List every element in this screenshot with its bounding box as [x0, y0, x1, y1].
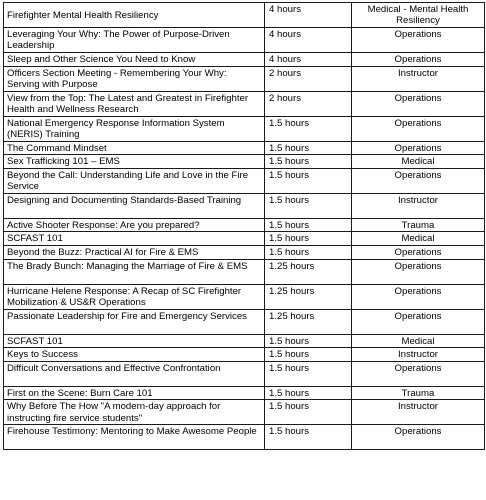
course-title-cell: First on the Scene: Burn Care 101: [4, 386, 265, 400]
course-category-cell: Operations: [352, 168, 485, 193]
course-duration-cell: 1.5 hours: [265, 361, 352, 386]
table-row: [4, 168, 485, 193]
course-title-cell: Sex Trafficking 101 – EMS: [4, 155, 265, 169]
course-title-cell: SCFAST 101: [4, 334, 265, 348]
course-category-cell: Operations: [352, 116, 485, 141]
course-title-cell: View from the Top: The Latest and Greatest in Firefighter Health and Wellness Research: [4, 91, 265, 116]
course-duration-cell: 4 hours: [265, 28, 352, 53]
course-category-cell: Operations: [352, 91, 485, 116]
course-category-cell: Medical: [352, 232, 485, 246]
course-title-cell: Hurricane Helene Response: A Recap of SC Firefighter Mobilization & US&R Operations: [4, 284, 265, 309]
course-title-cell: SCFAST 101: [4, 232, 265, 246]
table-row: [4, 116, 485, 141]
course-title-cell: National Emergency Response Information System (NERIS) Training: [4, 116, 265, 141]
course-title-cell: Firefighter Mental Health Resiliency: [4, 3, 265, 28]
table-row: [4, 361, 485, 386]
course-duration-cell: 1.5 hours: [265, 116, 352, 141]
course-duration-cell: 1.5 hours: [265, 155, 352, 169]
course-category-cell: Operations: [352, 361, 485, 386]
table-row: [4, 66, 485, 91]
course-duration-cell: 1.5 hours: [265, 232, 352, 246]
course-schedule-table: [3, 2, 485, 450]
course-title-cell: The Command Mindset: [4, 141, 265, 155]
course-duration-cell: 1.25 hours: [265, 284, 352, 309]
course-duration-cell: 1.5 hours: [265, 193, 352, 218]
table-row: [4, 386, 485, 400]
course-title-cell: Firehouse Testimony: Mentoring to Make Awesome People: [4, 425, 265, 450]
table-row: [4, 28, 485, 53]
course-duration-cell: 1.5 hours: [265, 386, 352, 400]
table-row: [4, 141, 485, 155]
course-category-cell: Instructor: [352, 348, 485, 362]
table-row: [4, 334, 485, 348]
course-duration-cell: 1.5 hours: [265, 218, 352, 232]
course-duration-cell: 1.25 hours: [265, 309, 352, 334]
course-category-cell: Operations: [352, 284, 485, 309]
course-duration-cell: 1.25 hours: [265, 259, 352, 284]
course-duration-cell: 1.5 hours: [265, 334, 352, 348]
course-title-cell: The Brady Bunch: Managing the Marriage of Fire & EMS: [4, 259, 265, 284]
course-title-cell: Beyond the Buzz: Practical AI for Fire & EMS: [4, 245, 265, 259]
course-category-cell: Medical - Mental Health Resiliency: [352, 3, 485, 28]
course-category-cell: Operations: [352, 28, 485, 53]
course-duration-cell: 1.5 hours: [265, 400, 352, 425]
course-category-cell: Medical: [352, 334, 485, 348]
course-duration-cell: 1.5 hours: [265, 425, 352, 450]
course-category-cell: Trauma: [352, 386, 485, 400]
table-row: [4, 53, 485, 67]
course-category-cell: Instructor: [352, 400, 485, 425]
table-row: [4, 245, 485, 259]
course-duration-cell: 2 hours: [265, 66, 352, 91]
course-category-cell: Operations: [352, 141, 485, 155]
course-duration-cell: 2 hours: [265, 91, 352, 116]
table-row: [4, 91, 485, 116]
course-title-cell: Officers Section Meeting - Remembering Your Why: Serving with Purpose: [4, 66, 265, 91]
course-title-cell: Active Shooter Response: Are you prepared?: [4, 218, 265, 232]
course-title-cell: Passionate Leadership for Fire and Emergency Services: [4, 309, 265, 334]
table-row: [4, 155, 485, 169]
course-category-cell: Trauma: [352, 218, 485, 232]
course-category-cell: Medical: [352, 155, 485, 169]
course-category-cell: Operations: [352, 425, 485, 450]
table-row: [4, 425, 485, 450]
table-row: [4, 232, 485, 246]
course-title-cell: Leveraging Your Why: The Power of Purpose-Driven Leadership: [4, 28, 265, 53]
course-title-cell: Difficult Conversations and Effective Confrontation: [4, 361, 265, 386]
table-row: [4, 3, 485, 28]
course-title-cell: Why Before The How "A modern-day approach for instructing fire service students": [4, 400, 265, 425]
course-title-cell: Beyond the Call: Understanding Life and Love in the Fire Service: [4, 168, 265, 193]
table-row: [4, 259, 485, 284]
table-row: [4, 284, 485, 309]
course-duration-cell: 1.5 hours: [265, 348, 352, 362]
course-duration-cell: 1.5 hours: [265, 141, 352, 155]
course-duration-cell: 4 hours: [265, 53, 352, 67]
table-row: [4, 400, 485, 425]
table-row: [4, 193, 485, 218]
course-category-cell: Operations: [352, 53, 485, 67]
course-category-cell: Operations: [352, 309, 485, 334]
table-row: [4, 348, 485, 362]
course-category-cell: Instructor: [352, 193, 485, 218]
course-table-body: [4, 3, 485, 450]
table-row: [4, 309, 485, 334]
course-title-cell: Sleep and Other Science You Need to Know: [4, 53, 265, 67]
course-title-cell: Keys to Success: [4, 348, 265, 362]
course-duration-cell: 1.5 hours: [265, 245, 352, 259]
course-duration-cell: 1.5 hours: [265, 168, 352, 193]
course-category-cell: Instructor: [352, 66, 485, 91]
table-row: [4, 218, 485, 232]
course-title-cell: Designing and Documenting Standards-Based Training: [4, 193, 265, 218]
course-category-cell: Operations: [352, 259, 485, 284]
course-category-cell: Operations: [352, 245, 485, 259]
course-duration-cell: 4 hours: [265, 3, 352, 28]
